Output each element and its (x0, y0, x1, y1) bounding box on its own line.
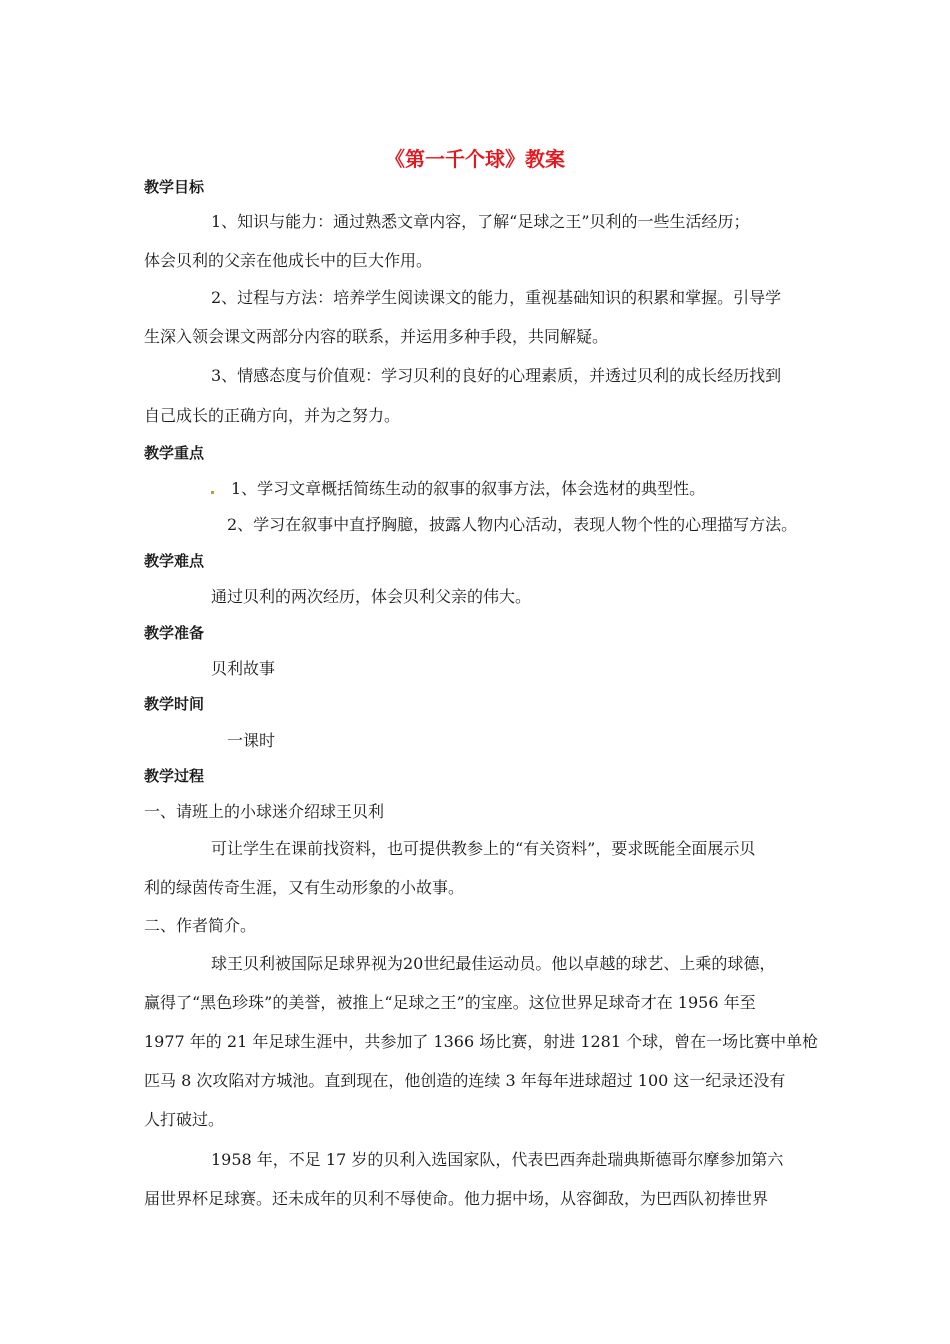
goal-1-line-1: 1、知识与能力：通过熟悉文章内容，了解“足球之王”贝利的一些生活经历； (211, 212, 750, 231)
paragraph-1-line-3: 1977 年的 21 年足球生涯中，共参加了 1366 场比赛，射进 1281 个球，曾在一场比赛中单枪 (144, 1032, 819, 1051)
goal-2-line-1: 2、过程与方法：培养学生阅读课文的能力，重视基础知识的积累和掌握。引导学 (211, 288, 782, 307)
paragraph-1-line-4: 匹马 8 次攻陷对方城池。直到现在，他创造的连续 3 年每年进球超过 100 这一纪录还没有 (144, 1071, 786, 1090)
goal-3-line-1: 3、情感态度与价值观：学习贝利的良好的心理素质，并透过贝利的成长经历找到 (211, 366, 782, 385)
heading-key-points: 教学重点 (144, 444, 205, 462)
section-1-title: 一、请班上的小球迷介绍球王贝利 (144, 802, 385, 821)
paragraph-1-line-2: 赢得了“黑色珍珠”的美誉，被推上“足球之王”的宝座。这位世界足球奇才在 1956 年至 (144, 993, 756, 1012)
goal-3-line-2: 自己成长的正确方向，并为之努力。 (144, 406, 401, 425)
section-1-line-1: 可让学生在课前找资料，也可提供教参上的“有关资料”，要求既能全面展示贝 (211, 839, 756, 858)
section-1-line-2: 利的绿茵传奇生涯，又有生动形象的小故事。 (144, 878, 465, 897)
time-text: 一课时 (227, 731, 276, 750)
heading-time: 教学时间 (144, 695, 205, 713)
preparation-text: 贝利故事 (211, 659, 276, 678)
heading-difficulties: 教学难点 (144, 552, 205, 570)
key-point-2: 2、学习在叙事中直抒胸臆，披露人物内心活动，表现人物个性的心理描写方法。 (227, 515, 798, 534)
section-2-title: 二、作者简介。 (144, 916, 257, 935)
goal-2-line-2: 生深入领会课文两部分内容的联系，并运用多种手段，共同解疑。 (144, 327, 609, 346)
paragraph-2-line-2: 届世界杯足球赛。还未成年的贝利不辱使命。他力据中场，从容御敌，为巴西队初捧世界 (144, 1189, 769, 1208)
goal-1-line-2: 体会贝利的父亲在他成长中的巨大作用。 (144, 251, 433, 270)
difficulty-text: 通过贝利的两次经历，体会贝利父亲的伟大。 (211, 587, 532, 606)
heading-process: 教学过程 (144, 767, 205, 785)
paragraph-2-line-1: 1958 年，不足 17 岁的贝利入选国家队，代表巴西奔赴瑞典斯德哥尔摩参加第六 (211, 1150, 784, 1169)
document-title: 《第一千个球》教案 (385, 147, 565, 171)
paragraph-1-line-5: 人打破过。 (144, 1110, 225, 1129)
key-point-1: 1、学习文章概括简练生动的叙事的叙事方法，体会选材的典型性。 (231, 479, 706, 498)
paragraph-1-line-1: 球王贝利被国际足球界视为20世纪最佳运动员。他以卓越的球艺、上乘的球德， (211, 954, 776, 973)
stray-mark (211, 491, 214, 494)
heading-preparation: 教学准备 (144, 624, 205, 642)
heading-goals: 教学目标 (144, 178, 205, 196)
